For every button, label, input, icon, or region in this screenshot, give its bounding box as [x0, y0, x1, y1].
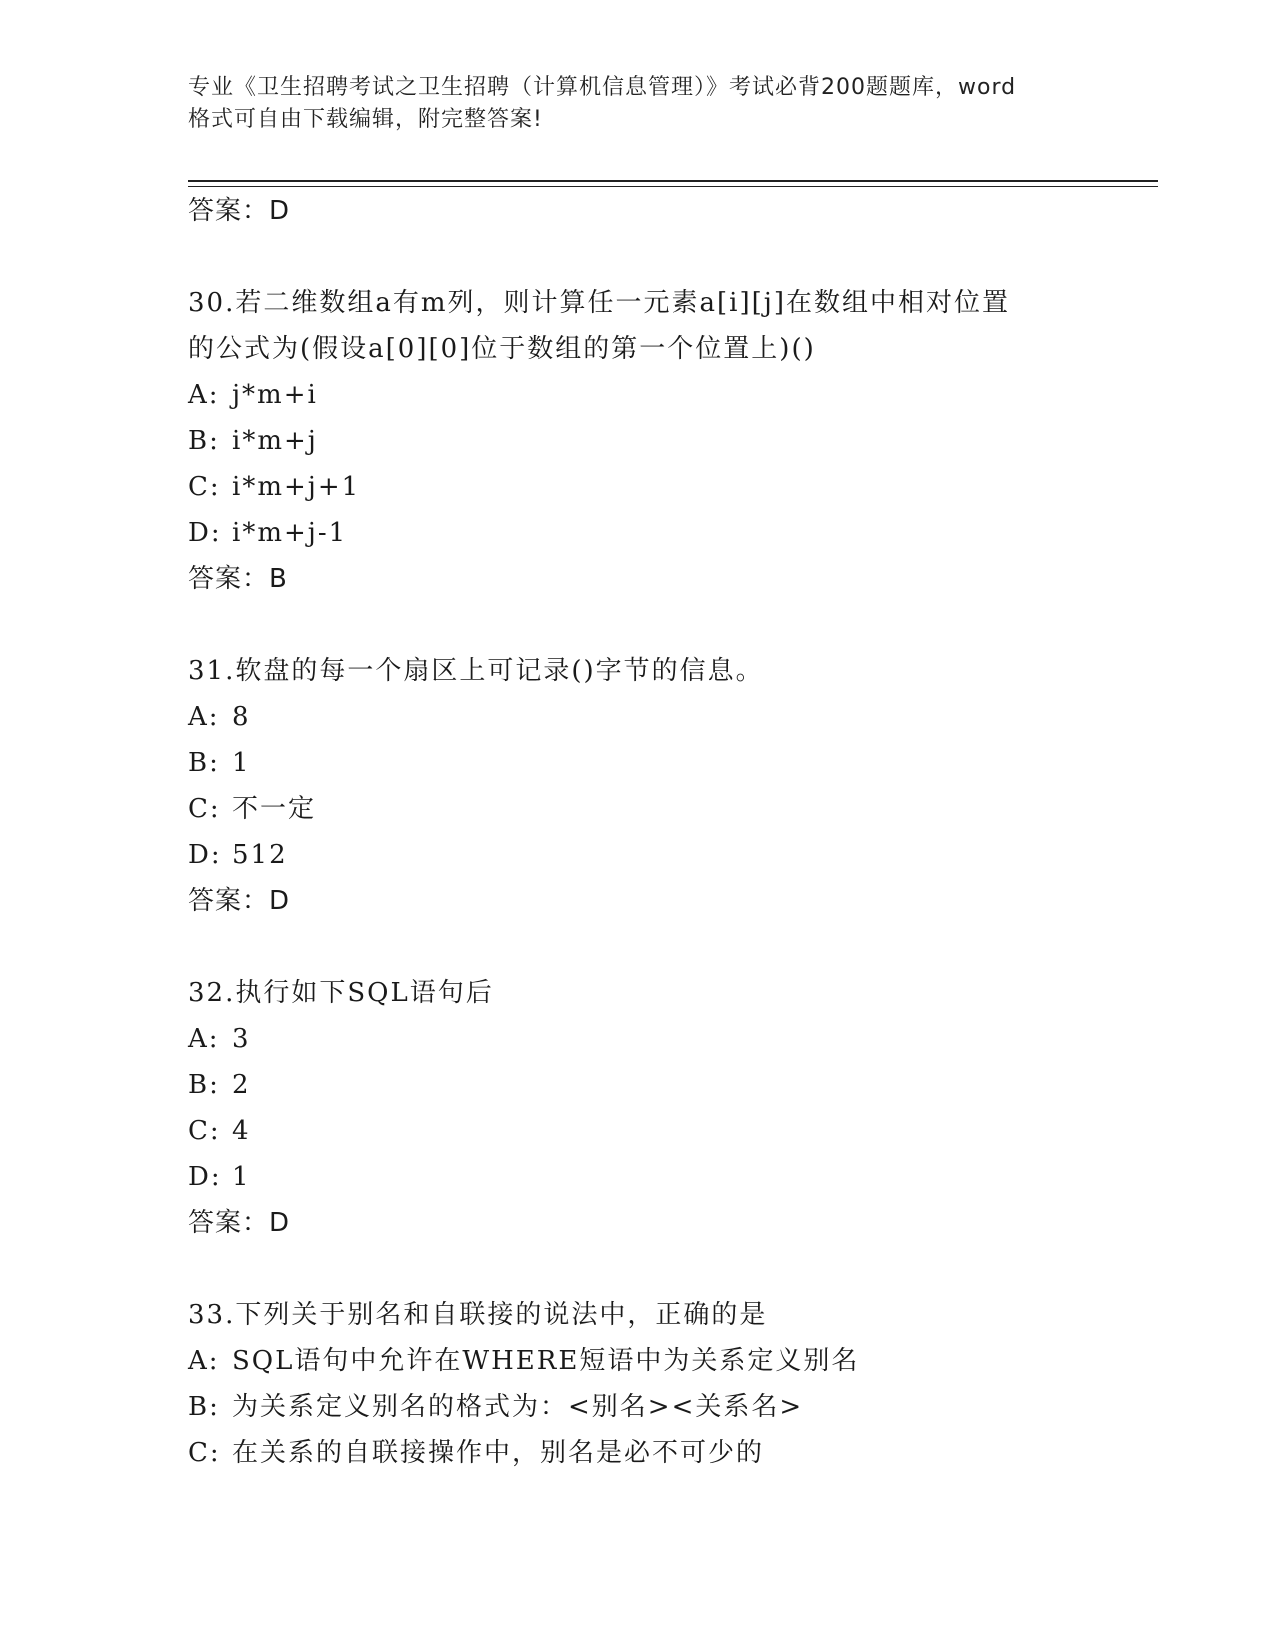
option-letter: B:	[188, 426, 220, 456]
option-letter: A:	[188, 702, 220, 732]
spacer	[188, 1246, 1148, 1292]
option-text: 为关系定义别名的格式为：<别名><关系名>	[232, 1392, 804, 1422]
option-c	[188, 1430, 1148, 1476]
option-text: i*m+j+1	[232, 472, 361, 502]
question-list	[188, 188, 1148, 1476]
question-32	[188, 970, 1148, 1246]
option-text: i*m+j-1	[232, 518, 348, 548]
spacer	[188, 924, 1148, 970]
question-stem-continued: 的公式为(假设a[0][0]位于数组的第一个位置上)()	[188, 334, 816, 364]
header-note-line-1: 专业《卫生招聘考试之卫生招聘（计算机信息管理）》考试必背200题题库，word	[188, 75, 1017, 100]
option-letter: C:	[188, 472, 221, 502]
option-letter: B:	[188, 748, 220, 778]
question-stem: 30.若二维数组a有m列，则计算任一元素a[i][j]在数组中相对位置	[188, 288, 1010, 318]
answer-label: 答案：	[188, 196, 270, 226]
option-text: 不一定	[232, 794, 317, 824]
spacer	[188, 234, 1148, 280]
question-stem: 31.软盘的每一个扇区上可记录()字节的信息。	[188, 656, 764, 686]
question-30	[188, 280, 1148, 602]
option-text: 4	[232, 1116, 251, 1146]
header-divider-thick	[188, 180, 1158, 182]
option-a	[188, 372, 1148, 418]
option-letter: C:	[188, 1116, 221, 1146]
header-note-line-2: 格式可自由下载编辑，附完整答案!	[188, 107, 543, 132]
document-header-note	[188, 72, 1088, 136]
answer-line: 答案：D	[188, 1208, 291, 1238]
option-b	[188, 1384, 1148, 1430]
option-letter: B:	[188, 1392, 220, 1422]
option-text: 1	[232, 1162, 251, 1192]
option-letter: B:	[188, 1070, 220, 1100]
option-text: i*m+j	[232, 426, 318, 456]
option-d	[188, 832, 1148, 878]
option-a	[188, 1338, 1148, 1384]
option-d	[188, 1154, 1148, 1200]
option-c	[188, 464, 1148, 510]
question-31	[188, 648, 1148, 924]
option-letter: D:	[188, 840, 222, 870]
option-text: 在关系的自联接操作中，别名是必不可少的	[232, 1438, 765, 1468]
option-letter: A:	[188, 1024, 220, 1054]
option-letter: D:	[188, 518, 222, 548]
option-c	[188, 1108, 1148, 1154]
spacer	[188, 602, 1148, 648]
option-text: SQL语句中允许在WHERE短语中为关系定义别名	[232, 1346, 860, 1376]
option-text: 2	[232, 1070, 251, 1100]
question-stem: 33.下列关于别名和自联接的说法中，正确的是	[188, 1300, 768, 1330]
header-divider-thin	[188, 186, 1158, 187]
option-a	[188, 694, 1148, 740]
answer-line: 答案：B	[188, 564, 288, 594]
option-letter: C:	[188, 1438, 221, 1468]
option-text: 8	[232, 702, 251, 732]
option-letter: C:	[188, 794, 221, 824]
option-b	[188, 1062, 1148, 1108]
option-text: j*m+i	[232, 380, 318, 410]
option-letter: A:	[188, 1346, 220, 1376]
option-b	[188, 418, 1148, 464]
option-c	[188, 786, 1148, 832]
question-33	[188, 1292, 1148, 1476]
option-a	[188, 1016, 1148, 1062]
option-letter: D:	[188, 1162, 222, 1192]
option-d	[188, 510, 1148, 556]
answer-line: 答案：D	[188, 886, 291, 916]
option-letter: A:	[188, 380, 220, 410]
option-text: 3	[232, 1024, 251, 1054]
answer-value: D	[269, 196, 291, 226]
option-text: 512	[232, 840, 288, 870]
answer-line-q29	[188, 188, 1148, 234]
option-b	[188, 740, 1148, 786]
question-stem: 32.执行如下SQL语句后	[188, 978, 494, 1008]
option-text: 1	[232, 748, 251, 778]
